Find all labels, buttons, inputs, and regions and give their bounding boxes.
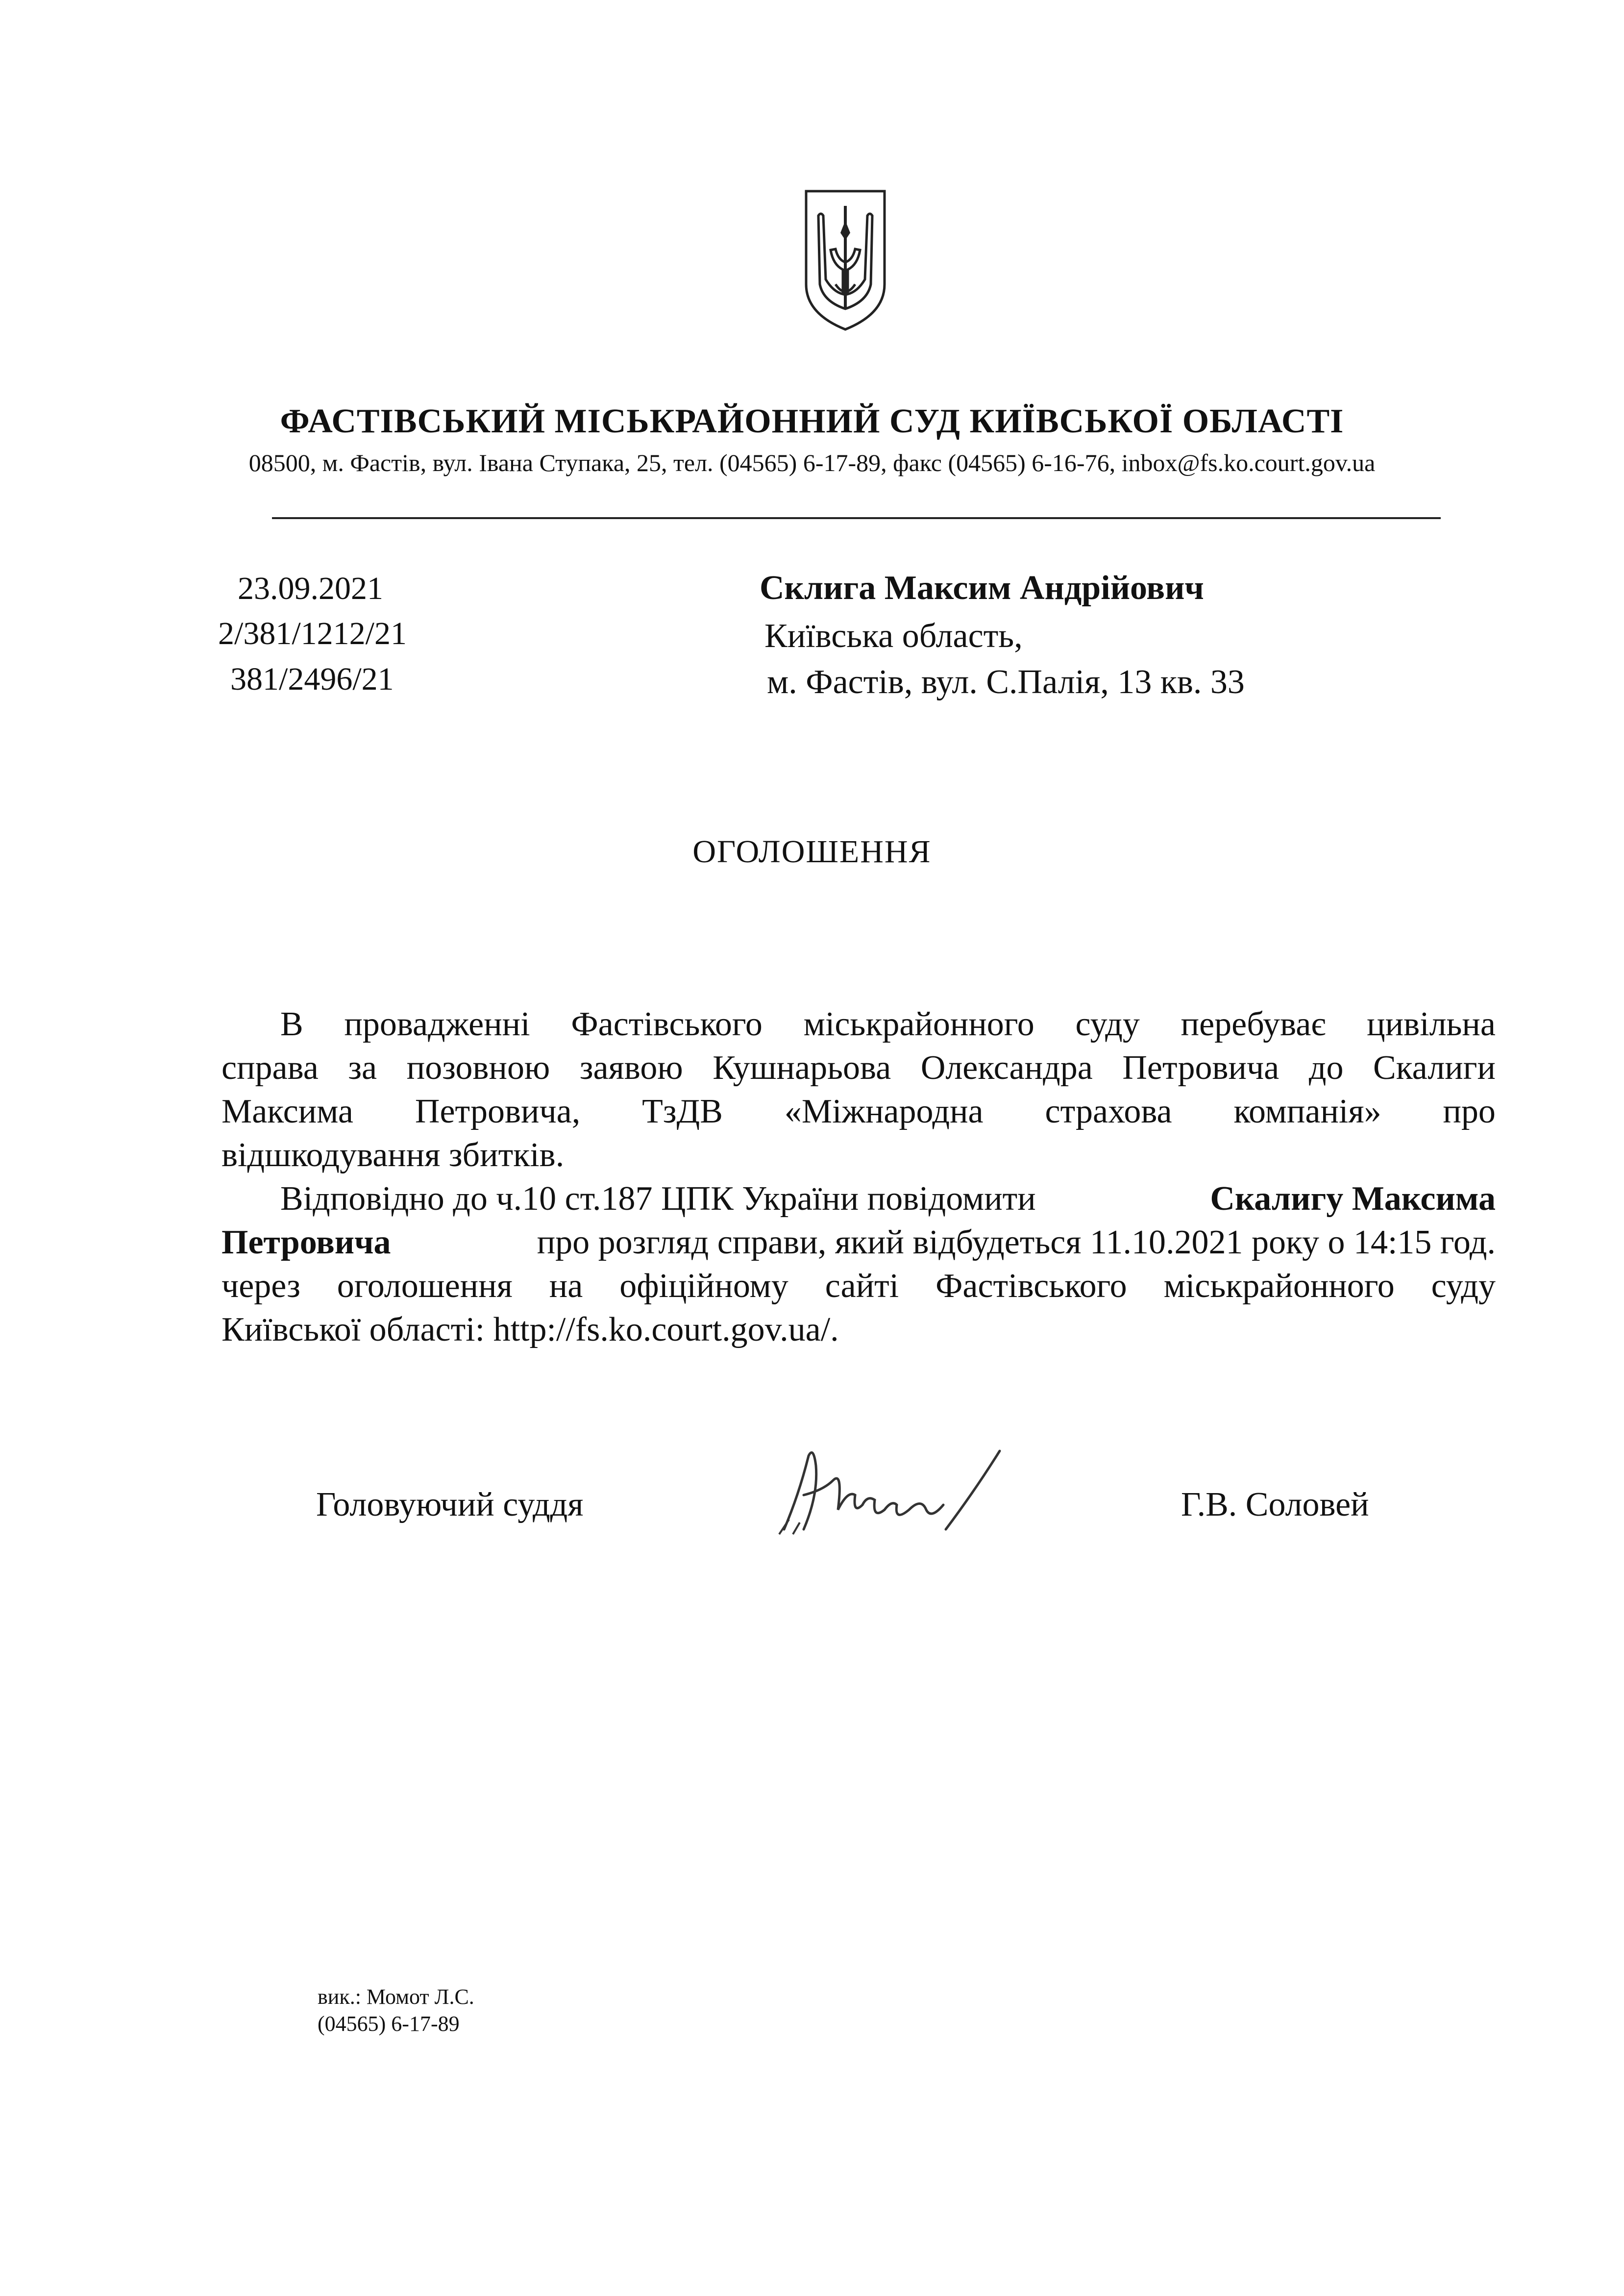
body-word: через [221, 1267, 300, 1305]
body-word: офіційному [619, 1267, 788, 1305]
body-line [221, 1090, 1496, 1133]
body-line [221, 1221, 1496, 1264]
coat-of-arms-icon [796, 186, 894, 333]
executor: вик.: Момот Л.С. [318, 1985, 474, 2009]
body-word: позовною [406, 1049, 550, 1087]
recipient-name: Склига Максим Андрійович [760, 569, 1204, 607]
body-word: за [348, 1049, 377, 1087]
body-line: Київської області: http://fs.ko.court.gov.ua/. [221, 1311, 839, 1348]
body-line: відшкодування збитків. [221, 1136, 565, 1174]
body-line [221, 1177, 1496, 1221]
case-number: 381/2496/21 [230, 661, 394, 697]
body-word: провадженні [344, 1005, 530, 1043]
notice-title: ОГОЛОШЕННЯ [692, 834, 932, 870]
body-word: Петровича [1122, 1049, 1280, 1087]
signer-name: Г.В. Соловей [1181, 1486, 1369, 1523]
recipient-street: м. Фастів, вул. С.Палія, 13 кв. 33 [767, 663, 1245, 701]
document-date: 23.09.2021 [238, 571, 383, 606]
body-word: суду [1075, 1005, 1140, 1043]
body-word: Скалиги [1373, 1049, 1496, 1087]
body-line [221, 1046, 1496, 1090]
body-word: перебуває [1181, 1005, 1326, 1043]
body-line [221, 1002, 1496, 1046]
signer-role: Головуючий суддя [316, 1486, 584, 1523]
body-word: міськрайонного [803, 1005, 1034, 1043]
body-line [221, 1264, 1496, 1308]
body-word: компанія» [1233, 1093, 1381, 1130]
body-word: Фастівського [571, 1005, 763, 1043]
body-word: страхова [1045, 1093, 1172, 1130]
body-text: про розгляд справи, який відбудеться 11.10.2021 року о 14:15 год. [537, 1223, 1496, 1261]
court-name: ФАСТІВСЬКИЙ МІСЬКРАЙОННИЙ СУД КИЇВСЬКОЇ ОБЛАСТІ [280, 402, 1344, 440]
body-word: на [549, 1267, 583, 1305]
body-word: ТзДВ [642, 1093, 723, 1130]
body-word: Максима [221, 1093, 353, 1130]
body-text-bold: Петровича [221, 1223, 391, 1261]
handwritten-signature [769, 1436, 1034, 1544]
body-word: В [280, 1005, 303, 1043]
header-divider [272, 517, 1441, 519]
body-word: сайті [825, 1267, 899, 1305]
body-word: суду [1431, 1267, 1496, 1305]
body-text-bold: Скалигу Максима [1210, 1180, 1496, 1218]
notice-body [221, 1002, 1496, 1351]
body-word: Фастівського [935, 1267, 1127, 1305]
body-word: Олександра [920, 1049, 1093, 1087]
body-word: до [1308, 1049, 1344, 1087]
body-word: міськрайонного [1163, 1267, 1395, 1305]
body-word: про [1443, 1093, 1496, 1130]
body-word: Кушнарьова [713, 1049, 891, 1087]
body-word: оголошення [337, 1267, 513, 1305]
executor-phone: (04565) 6-17-89 [318, 2012, 460, 2036]
court-contacts: 08500, м. Фастів, вул. Івана Ступака, 25, тел. (04565) 6-17-89, факс (04565) 6-16-76, inbox@fs.ko.court.gov.ua [248, 449, 1376, 476]
body-text: Відповідно до ч.10 ст.187 ЦПК України повідомити [280, 1180, 1036, 1218]
recipient-region: Київська область, [764, 617, 1023, 655]
body-word: справа [221, 1049, 319, 1087]
body-word: Петровича, [415, 1093, 581, 1130]
body-word: заявою [579, 1049, 683, 1087]
outgoing-number: 2/381/1212/21 [218, 616, 407, 651]
body-word: цивільна [1367, 1005, 1496, 1043]
body-word: «Міжнародна [784, 1093, 984, 1130]
